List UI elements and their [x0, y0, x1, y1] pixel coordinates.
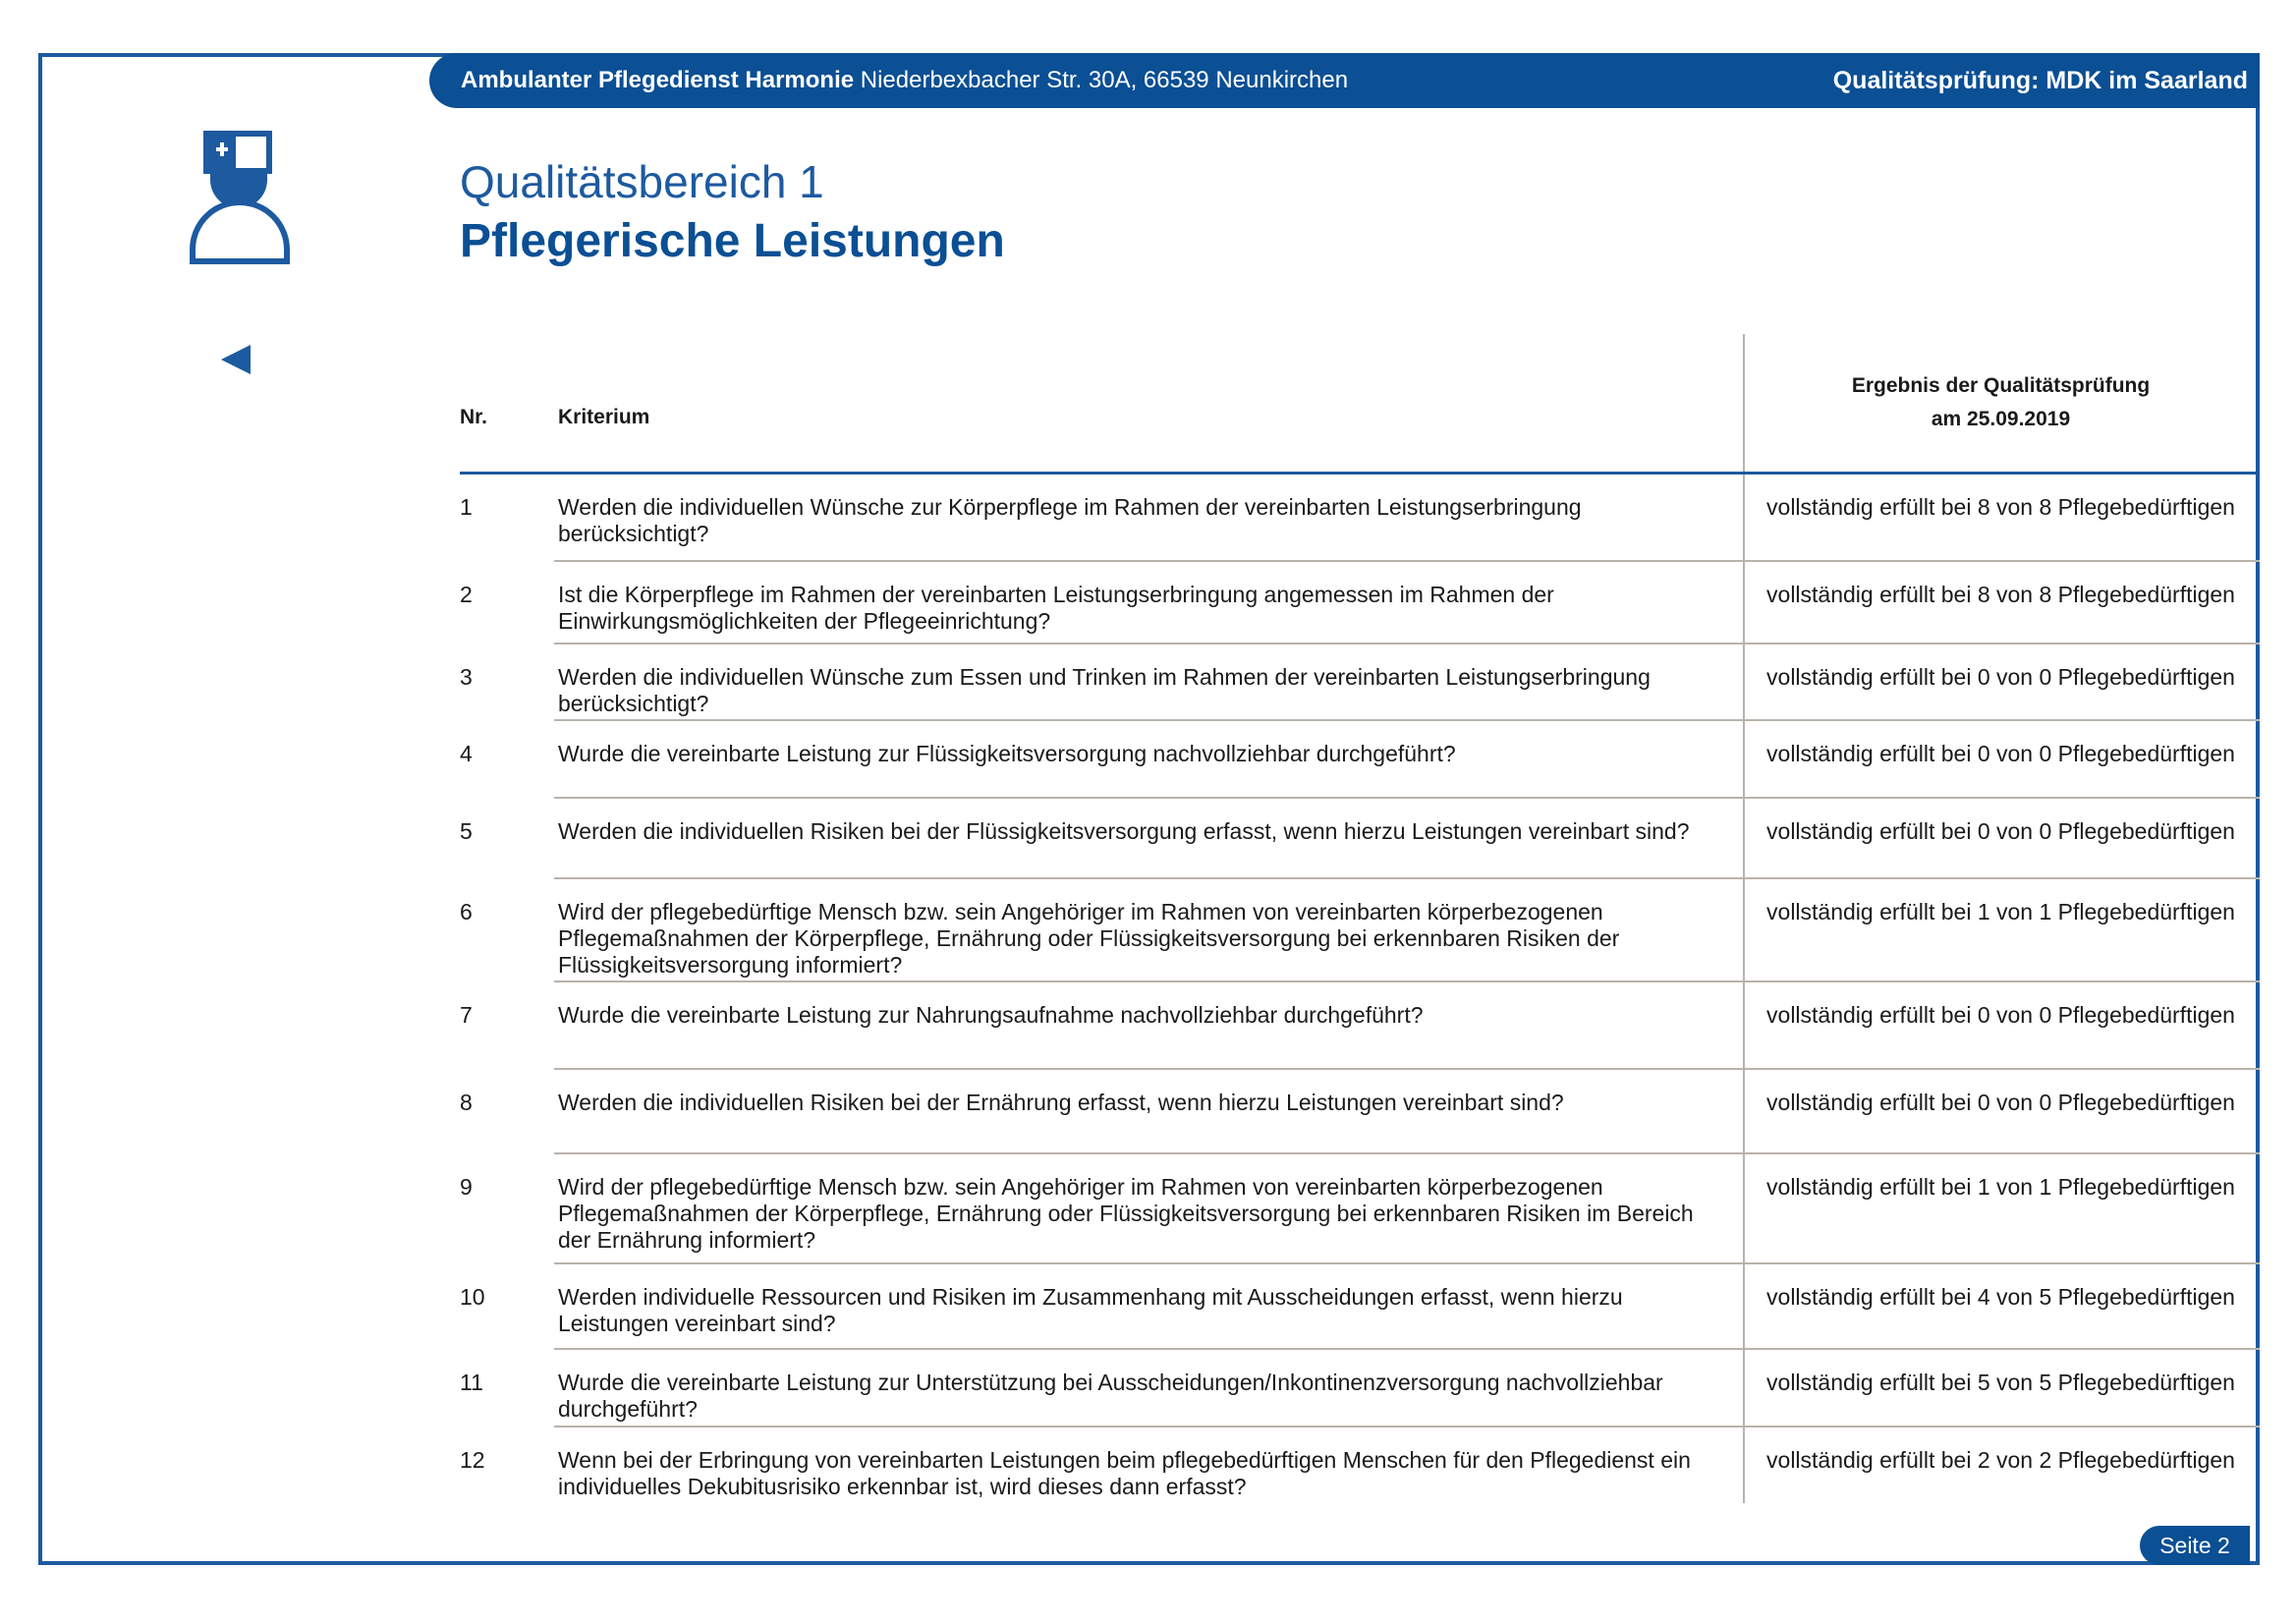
row-result: vollständig erfüllt bei 0 von 0 Pflegebedürftigen [1766, 1002, 2235, 1028]
row-number: 1 [460, 494, 473, 520]
row-criterion: Wurde die vereinbarte Leistung zur Unterstützung bei Ausscheidungen/Inkontinenzversorgung nachvollziehbar durchgeführt? [558, 1370, 1663, 1422]
row-criterion: Wird der pflegebedürftige Mensch bzw. sein Angehöriger im Rahmen von vereinbarten körperbezogenen Pflegemaßnahmen der Körperpflege, Ernährung oder Flüssigkeitsversorgung bei erkennbaren Risiken im Bereich der Ernährung informiert? [558, 1174, 1694, 1253]
row-criterion: Werden die individuellen Risiken bei der Ernährung erfasst, wenn hierzu Leistungen vereinbart sind? [558, 1090, 1564, 1115]
row-number: 8 [460, 1090, 473, 1115]
row-result: vollständig erfüllt bei 0 von 0 Pflegebedürftigen [1766, 664, 2235, 690]
row-criterion: Wurde die vereinbarte Leistung zur Flüssigkeitsversorgung nachvollziehbar durchgeführt? [558, 741, 1456, 766]
row-number: 6 [460, 899, 473, 924]
table-row [460, 1428, 2260, 1503]
table-row [460, 721, 2260, 799]
column-header-ergebnis [1745, 369, 2257, 436]
table-row [460, 879, 2260, 982]
row-number: 11 [460, 1370, 483, 1395]
row-number: 3 [460, 664, 473, 690]
table-header [460, 334, 2260, 474]
table-row [460, 475, 2260, 562]
column-header-ergebnis-line2: am 25.09.2019 [1931, 408, 2071, 430]
back-arrow-icon[interactable] [219, 343, 254, 376]
row-number: 10 [460, 1284, 485, 1310]
row-number: 7 [460, 1002, 473, 1028]
row-result: vollständig erfüllt bei 0 von 0 Pflegebedürftigen [1766, 818, 2235, 844]
row-number: 12 [460, 1447, 485, 1473]
row-criterion: Wird der pflegebedürftige Mensch bzw. sein Angehöriger im Rahmen von vereinbarten körperbezogenen Pflegemaßnahmen der Körperpflege, Ernährung oder Flüssigkeitsversorgung bei erkennbaren Risiken der Flüssigkeitsversorgung informiert? [558, 899, 1620, 978]
row-criterion: Wenn bei der Erbringung von vereinbarten Leistungen beim pflegebedürftigen Menschen für den Pflegedienst ein individuelles Dekubitusrisiko erkennbar ist, wird dieses dann erfasst? [558, 1447, 1691, 1499]
org-name: Ambulanter Pflegedienst Harmonie [461, 67, 855, 93]
column-header-kriterium: Kriterium [558, 406, 650, 428]
row-criterion: Werden die individuellen Wünsche zum Essen und Trinken im Rahmen der vereinbarten Leistungserbringung berücksichtigt? [558, 664, 1651, 716]
section-title: Pflegerische Leistungen [460, 215, 1005, 267]
header-org-info [461, 67, 1348, 94]
header-bar [429, 53, 2260, 108]
row-result: vollständig erfüllt bei 0 von 0 Pflegebedürftigen [1766, 1090, 2235, 1115]
row-criterion: Ist die Körperpflege im Rahmen der vereinbarten Leistungserbringung angemessen im Rahmen der Einwirkungsmöglichkeiten der Pflegeeinrichtung? [558, 582, 1554, 634]
row-result: vollständig erfüllt bei 8 von 8 Pflegebedürftigen [1766, 494, 2235, 520]
row-result: vollständig erfüllt bei 0 von 0 Pflegebedürftigen [1766, 741, 2235, 766]
table-row [460, 644, 2260, 721]
table-row [460, 982, 2260, 1070]
row-result: vollständig erfüllt bei 4 von 5 Pflegebedürftigen [1766, 1284, 2235, 1310]
row-criterion: Werden die individuellen Wünsche zur Körperpflege im Rahmen der vereinbarten Leistungserbringung berücksichtigt? [558, 494, 1582, 546]
nurse-icon [189, 126, 297, 265]
table-row [460, 1350, 2260, 1428]
row-result: vollständig erfüllt bei 1 von 1 Pflegebedürftigen [1766, 899, 2235, 924]
page-number-badge: Seite 2 [2140, 1526, 2250, 1565]
row-number: 4 [460, 741, 473, 766]
table-row [460, 1070, 2260, 1154]
row-criterion: Werden die individuellen Risiken bei der Flüssigkeitsversorgung erfasst, wenn hierzu Leistungen vereinbart sind? [558, 818, 1690, 844]
column-header-ergebnis-line1: Ergebnis der Qualitätsprüfung [1851, 374, 2151, 397]
section-number-title: Qualitätsbereich 1 [460, 156, 824, 207]
row-criterion: Wurde die vereinbarte Leistung zur Nahrungsaufnahme nachvollziehbar durchgeführt? [558, 1002, 1424, 1028]
table-row [460, 562, 2260, 644]
table-row [460, 1264, 2260, 1350]
table-row [460, 1154, 2260, 1264]
row-result: vollständig erfüllt bei 2 von 2 Pflegebedürftigen [1766, 1447, 2235, 1473]
audit-label: Qualitätsprüfung: MDK im Saarland [1832, 66, 2248, 94]
org-address: Niederbexbacher Str. 30A, 66539 Neunkirchen [860, 67, 1349, 93]
table-row [460, 799, 2260, 879]
row-result: vollständig erfüllt bei 8 von 8 Pflegebedürftigen [1766, 582, 2235, 607]
row-criterion: Werden individuelle Ressourcen und Risiken im Zusammenhang mit Ausscheidungen erfasst, wenn hierzu Leistungen vereinbart sind? [558, 1284, 1623, 1336]
row-number: 2 [460, 582, 473, 607]
row-result: vollständig erfüllt bei 1 von 1 Pflegebedürftigen [1766, 1174, 2235, 1200]
row-number: 5 [460, 818, 473, 844]
row-result: vollständig erfüllt bei 5 von 5 Pflegebedürftigen [1766, 1370, 2235, 1395]
row-number: 9 [460, 1174, 473, 1200]
column-header-nr: Nr. [460, 406, 488, 428]
